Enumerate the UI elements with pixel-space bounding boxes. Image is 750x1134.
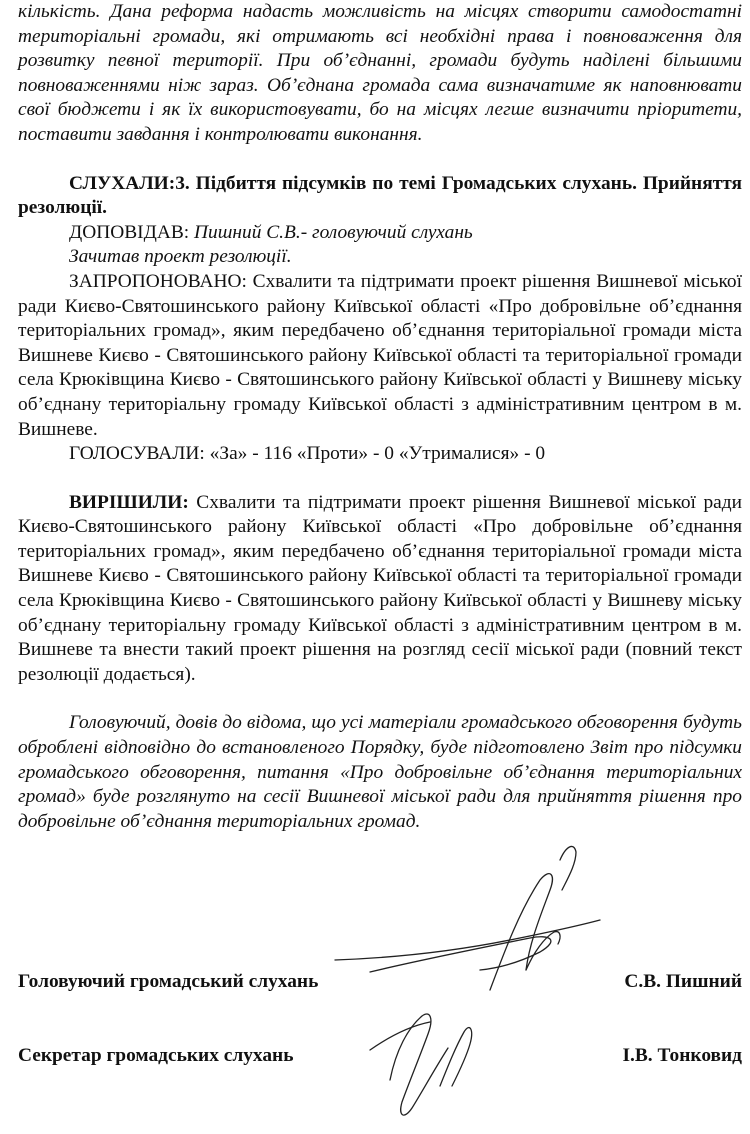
proposed-text: Схвалити та підтримати проект рішення Вишневої міської ради Києво-Святошинського району Київської області «Про добровільне об’єднання територіальних громад», яким передбачено об’єднання територіальної громади міста Вишневе Києво - Святошинського району Київської області та територіальної громади села Крюківщина Києво - Святошинського району Київської області у Вишневу міську об’єднану територіальну громаду Київської області з адміністративним центром в м. Вишневе. bbox=[18, 270, 742, 440]
item3-heading: СЛУХАЛИ:3. Підбиття підсумків по темі Громадських слухань. Прийняття резолюції. bbox=[18, 172, 742, 219]
vote-line: ГОЛОСУВАЛИ: «За» - 116 «Проти» - 0 «Утрималися» - 0 bbox=[69, 443, 546, 465]
speaker-label: ДОПОВІДАВ: bbox=[69, 221, 190, 243]
intro-paragraph: кількість. Дана реформа надасть можливість на місцях створити самодостатні територіальні громади, які отримають всі необхідні права і повноваження для розвитку певної території. При об’єднанні, громади будуть наділені більшими повноваженнями ніж зараз. Об’єднана громада сама визначатиме як наповнювати свої бюджети і як їх використовувати, бо на місцях легше визначити пріоритети, поставити завдання і контролювати виконання. bbox=[18, 1, 742, 145]
proposed-paragraph bbox=[18, 270, 742, 442]
decision-text: Схвалити та підтримати проект рішення Вишневої міської ради Києво-Святошинського району Київської області «Про добровільне об’єднання територіальних громад», яким передбачено об’єднання територіальної громади міста Вишневе Києво - Святошинського району Київської області та територіальної громади села Крюківщина Києво - Святошинського району Київської області у Вишневу міську об’єднану територіальну громаду Київської області з адміністративним центром в м. Вишневе та внести такий проект рішення на розгляд сесії міської ради (повний текст резолюції додається). bbox=[18, 491, 742, 685]
read-note: Зачитав проект резолюції. bbox=[69, 246, 292, 268]
speaker-line bbox=[18, 221, 742, 246]
decision-paragraph bbox=[18, 491, 742, 688]
secretary-title: Секретар громадських слухань bbox=[18, 1045, 294, 1066]
speaker-name: Пишний С.В.- головуючий слухань bbox=[194, 221, 473, 243]
chair-title: Головуючий громадський слухань bbox=[18, 971, 319, 992]
chair-signature-row bbox=[18, 971, 742, 993]
chair-signature-stroke-2 bbox=[370, 937, 551, 972]
chair-signature-stroke-5 bbox=[560, 846, 576, 890]
decision-label: ВИРІШИЛИ: bbox=[69, 491, 189, 513]
proposed-label: ЗАПРОПОНОВАНО: bbox=[69, 270, 247, 292]
closing-paragraph: Головуючий, довів до відома, що усі матеріали громадського обговорення будуть оброблені відповідно до встановленого Порядку, буде підготовлено Звіт про підсумки громадського обговорення, питання «Про добровільне об’єднання територіальних громад» буде розглянуто на сесії Вишневої міської ради для прийняття рішення про добровільне об’єднання територіальних громад. bbox=[18, 712, 742, 832]
secretary-signature-row bbox=[18, 1045, 742, 1067]
chair-name: С.В. Пишний bbox=[624, 971, 742, 992]
document-page bbox=[18, 0, 742, 834]
secretary-name: І.В. Тонковид bbox=[622, 1045, 742, 1066]
